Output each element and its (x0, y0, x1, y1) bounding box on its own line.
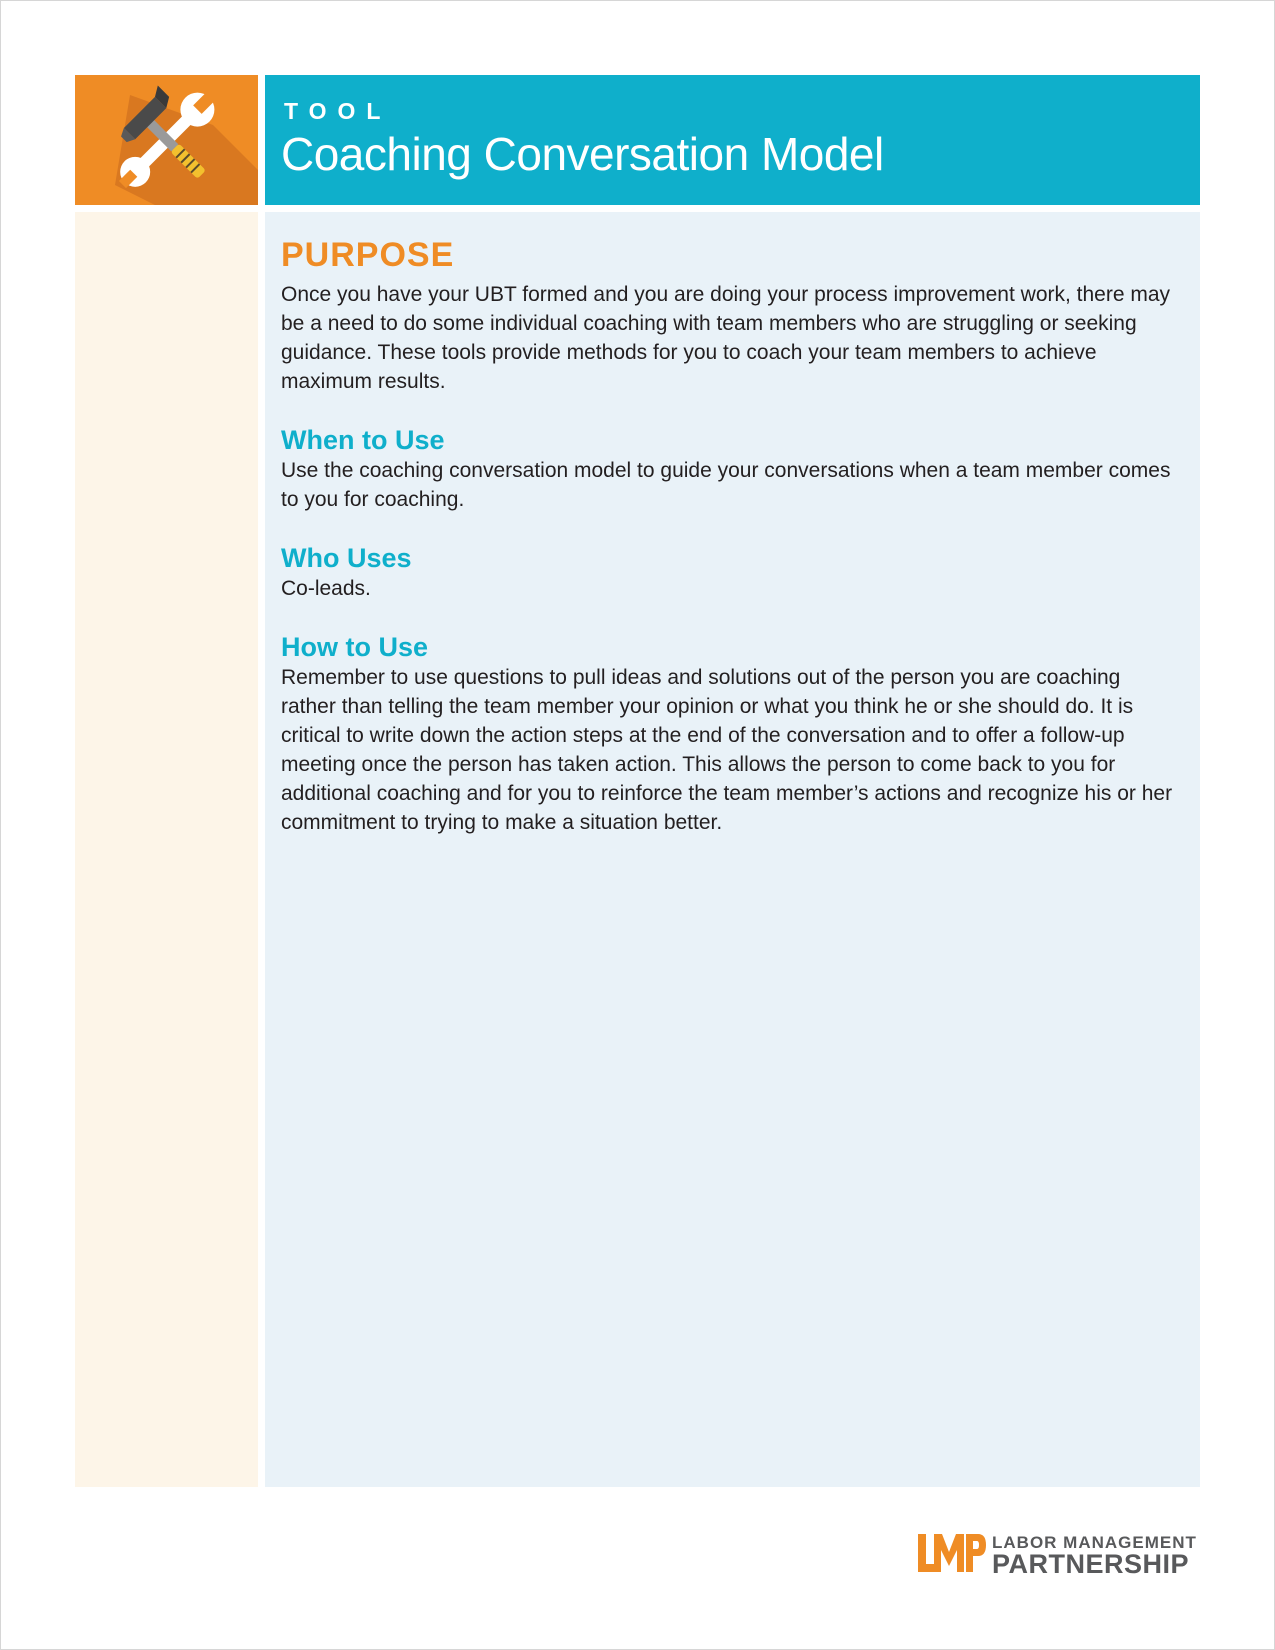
section-heading: Who Uses (281, 543, 412, 573)
section-text: Use the coaching conversation model to guide your conversations when a team member comes to you for coaching. (281, 459, 1171, 511)
section-who-uses (281, 542, 1181, 603)
purpose-text: Once you have your UBT formed and you are doing your process improvement work, there may be a need to do some individual coaching with team members who are struggling or seeking guidance. These tools provide methods for you to coach your team members to achieve maximum results. (281, 283, 1171, 393)
left-sidebar-column (75, 212, 258, 1487)
content-panel (265, 212, 1200, 1487)
logo-text-line1: LABOR MANAGEMENT (992, 1533, 1197, 1552)
tool-label: TOOL (284, 98, 392, 124)
section-heading: How to Use (281, 632, 429, 662)
section-text: Co-leads. (281, 577, 371, 600)
lmp-logo (918, 1530, 1203, 1580)
title-bar (265, 75, 1200, 205)
logo-text-line2: PARTNERSHIP (992, 1549, 1190, 1579)
section-when-to-use (281, 424, 1181, 514)
lmp-logo-mark (918, 1532, 986, 1576)
section-how-to-use (281, 631, 1181, 837)
section-text: Remember to use questions to pull ideas and solutions out of the person you are coaching rather than telling the team member your opinion or what you think he or she should do. It is critical to write down the action steps at the end of the conversation and to offer a follow-up meeting once the person has taken action. This allows the person to come back to you for additional coaching and for you to reinforce the team member’s actions and recognize his or her commitment to trying to make a situation better. (281, 666, 1173, 834)
purpose-heading: PURPOSE (281, 236, 455, 274)
section-heading: When to Use (281, 425, 445, 455)
content-body (281, 234, 1181, 837)
tool-icon-box (75, 75, 258, 205)
page-title: Coaching Conversation Model (281, 128, 884, 180)
tools-icon (75, 75, 258, 205)
